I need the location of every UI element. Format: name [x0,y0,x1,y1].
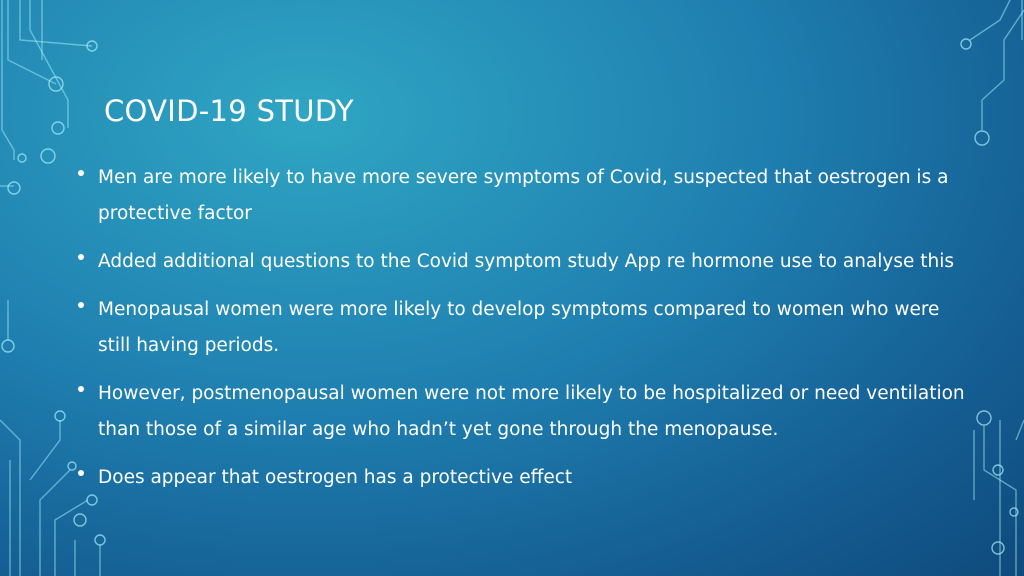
bullet-dot-icon [78,170,84,176]
bullet-item [72,244,972,280]
bullet-text: Does appear that oestrogen has a protective effect [98,467,573,488]
bullet-dot-icon [78,302,84,308]
bullet-text: However, postmenopausal women were not more likely to be hospitalized or need ventilation than those of a similar age who hadn’t yet gone through the menopause. [98,383,965,440]
bullet-text: Added additional questions to the Covid symptom study App re hormone use to analyse this [98,251,955,272]
bullet-text: Men are more likely to have more severe symptoms of Covid, suspected that oestrogen is a protective factor [98,167,949,224]
bullet-item [72,376,972,448]
bullet-text: Menopausal women were more likely to develop symptoms compared to women who were still having periods. [98,299,940,356]
bullet-dot-icon [78,254,84,260]
bullet-item [72,292,972,364]
slide-title: COVID-19 STUDY [104,94,354,128]
bullet-item [72,160,972,232]
bullet-item [72,460,972,496]
bullet-dot-icon [78,470,84,476]
bullet-list [72,160,972,508]
bullet-dot-icon [78,386,84,392]
